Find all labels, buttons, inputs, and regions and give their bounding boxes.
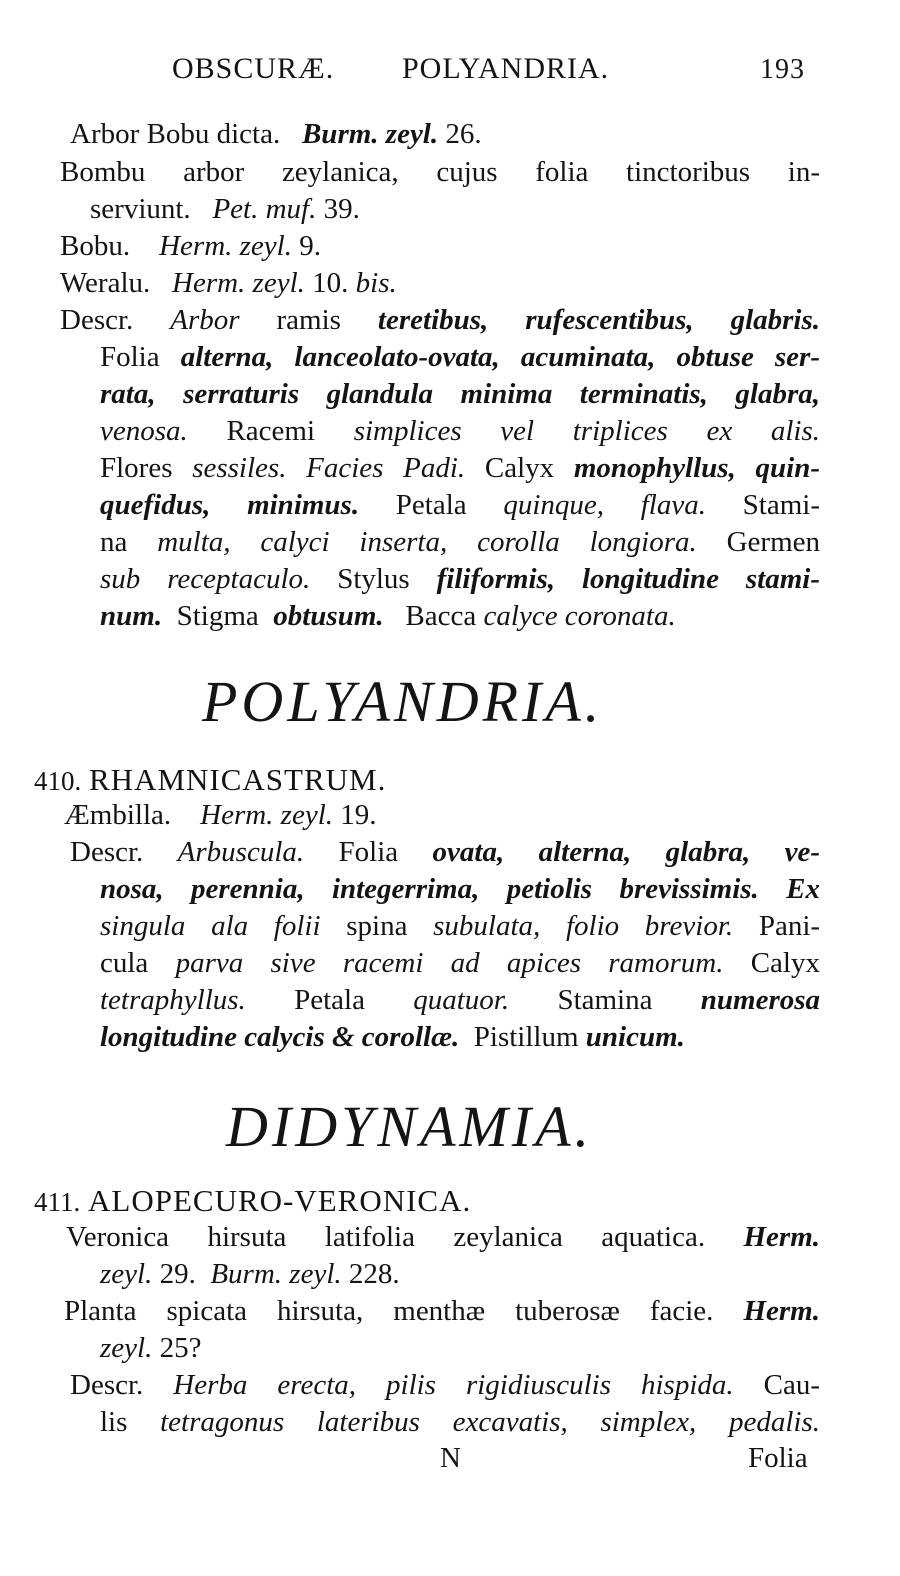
text-line [100,945,820,981]
text: tetragonus lateribus excavatis, simplex, pedalis. [160,1406,820,1438]
text: multa, calyci inserta, corolla longiora. [157,526,697,558]
text: Stamina [557,984,653,1016]
text: Descr. [70,1369,144,1401]
text-line [100,339,820,375]
text: Calyx [750,947,820,979]
citation: Herm. zeyl. [172,267,305,299]
text: Stigma [176,600,259,632]
text-line [60,228,321,264]
text: Arbor [170,304,240,336]
citation: Burm. zeyl. [301,118,439,150]
text: venosa. [100,415,188,447]
text: filiformis, longitudine stami- [436,563,820,595]
text-line [100,487,820,523]
running-header [172,52,822,92]
text: Veronica hirsuta latifolia zeylanica aquatica. [66,1221,706,1253]
text-line [64,797,377,833]
text: quatuor. [413,984,510,1016]
entry-name: ALOPECURO-VERONICA. [88,1183,472,1218]
text: tetraphyllus. [100,984,246,1016]
text: obtusum. [273,600,384,632]
text-line [100,524,820,560]
text-line [100,908,820,944]
text: Descr. [60,304,134,336]
text: teretibus, rufescentibus, glabris. [377,304,821,336]
citation-number: 228. [348,1258,400,1290]
citation-number: 26. [445,118,482,150]
entry-heading [34,1183,471,1220]
text: Flores [100,452,173,484]
citation: Herm. zeyl. [159,230,292,262]
text: subulata, folio brevior. [433,910,734,942]
text: lis [100,1406,128,1438]
text: Weralu. [60,267,151,299]
text: simplices vel triplices ex alis. [353,415,821,447]
text-line: Bombu arbor zeylanica, cujus folia tinctoribus in- [60,156,820,188]
text-line: nosa, perennia, integerrima, petiolis brevissimis. Ex [100,873,820,905]
text-line [100,450,820,486]
text: Bobu. [60,230,131,262]
section-heading: POLYANDRIA. [202,669,604,734]
text: Folia [100,341,160,373]
entry-name: RHAMNICASTRUM. [89,762,387,797]
text: sub receptaculo. [100,563,311,595]
text: Herba erecta, pilis rigidiusculis hispida. [173,1369,734,1401]
text: Cau- [763,1369,820,1401]
text: Folia [338,836,399,868]
text-line [100,1019,685,1055]
text: Arbuscula. [177,836,305,868]
citation-number: 10. [312,267,349,299]
text: serviunt. [90,193,191,225]
text: cula [100,947,149,979]
text: Racemi [226,415,316,447]
text-line [100,1404,820,1440]
entry-number: 411. [34,1187,81,1217]
text-line [100,1330,201,1366]
text-line [66,1219,820,1255]
header-right: POLYANDRIA. [402,52,610,85]
text-line [64,1293,820,1329]
citation-number: 25? [159,1332,202,1364]
text: monophyllus, quin- [573,452,821,484]
text: Arbor Bobu dicta. [70,118,281,150]
citation: Herm. [743,1221,821,1253]
text-line [100,561,820,597]
citation: Herm. zeyl. [200,799,334,831]
text-line [60,265,397,301]
citation-number: 19. [340,799,377,831]
text: singula ala folii [100,910,321,942]
text-line [100,413,820,449]
text-line [70,116,482,152]
text: Descr. [70,836,144,868]
citation-number: 29. [159,1258,196,1290]
text: spina [346,910,408,942]
text: Pistillum [473,1021,579,1053]
text: parva sive racemi ad apices ramorum. [175,947,724,979]
text-line [70,834,820,870]
entry-heading [34,762,386,799]
citation: Herm. [743,1295,820,1327]
text: Petala [294,984,365,1016]
text-line [90,191,360,227]
text-line [100,982,820,1018]
text-line [70,1367,820,1403]
text: Bacca [405,600,477,632]
text: Germen [726,526,821,558]
citation: Pet. muf. [212,193,317,225]
text: ovata, alterna, glabra, ve- [432,836,821,868]
text: Æmbilla. [64,799,172,831]
header-left: OBSCURÆ. [172,52,335,85]
text-line [100,598,676,634]
page-number: 193 [760,54,805,85]
text: unicum. [585,1021,685,1053]
text: Petala [395,489,467,521]
citation-note: bis. [355,267,397,299]
text-line: rata, serraturis glandula minima terminatis, glabra, [100,378,820,410]
section-heading: DIDYNAMIA. [226,1094,594,1159]
text: Calyx [484,452,555,484]
citation-number: 9. [299,230,321,262]
text: Stami- [742,489,821,521]
text: ramis [276,304,341,336]
text: numerosa [700,984,821,1016]
citation-number: 39. [323,193,360,225]
text-line [60,302,820,338]
text: quinque, flava. [503,489,706,521]
text-line [100,1256,400,1292]
citation: zeyl. [100,1332,153,1364]
entry-number: 410. [34,766,82,796]
text: quefidus, minimus. [100,489,360,521]
signature-mark: N [440,1442,461,1474]
text: Planta spicata hirsuta, menthæ tuberosæ facie. [64,1295,714,1327]
text: calyce coronata. [483,600,676,632]
text: sessiles. Facies Padi. [192,452,466,484]
catchword: Folia [748,1442,808,1474]
citation: zeyl. [100,1258,153,1290]
text: alterna, lanceolato-ovata, acuminata, obtuse ser- [180,341,820,373]
citation: Burm. zeyl. [210,1258,342,1290]
text: longitudine calycis & corollæ. [100,1021,460,1053]
text: Stylus [337,563,410,595]
text: na [100,526,128,558]
text: num. [100,600,163,632]
text: Pani- [758,910,821,942]
